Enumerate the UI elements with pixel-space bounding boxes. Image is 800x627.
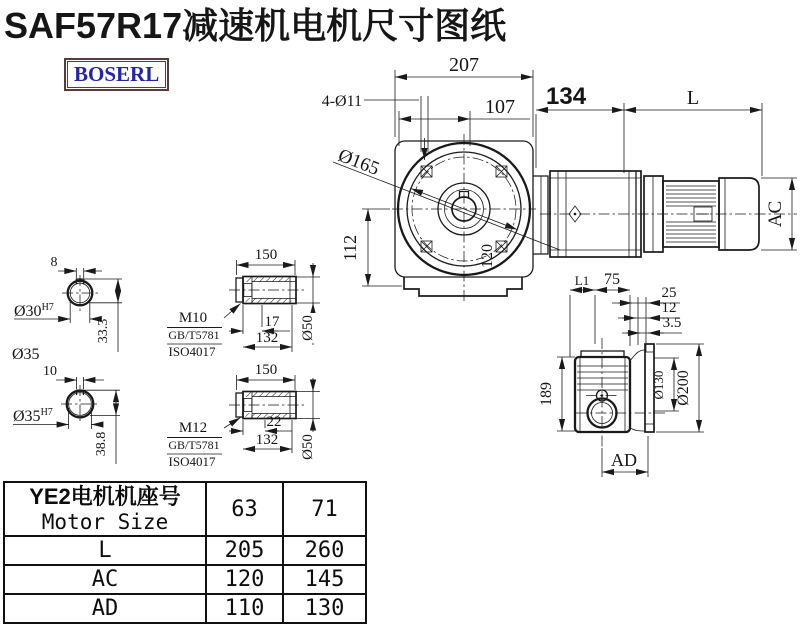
shaft-detail-top (167, 247, 321, 359)
dim-150-label: 150 (254, 247, 278, 263)
dim-key8-label: 8 (50, 255, 58, 270)
dim-22-label: 22 (266, 414, 282, 430)
bolt-hole (421, 241, 432, 252)
shaft-section-bottom (13, 364, 120, 464)
dim-189-label: 189 (538, 382, 555, 406)
dim-key10-label: 10 (43, 364, 57, 379)
row-label-AC: AC (4, 565, 206, 594)
table-header-cn: YE2电机机座号 (29, 484, 181, 509)
dim-17-label: 17 (264, 314, 280, 330)
shaft-section-top (12, 255, 122, 363)
dim-bore-35 (13, 407, 102, 429)
dim-d130-label: Ø130 (651, 370, 666, 400)
dim-d50-bottom (296, 378, 321, 462)
value-AD-63: 110 (206, 594, 283, 623)
housing-fins (577, 366, 628, 390)
od-35-label: Ø35 (12, 346, 40, 363)
dim-120-label: 120 (479, 244, 496, 268)
housing-foot (404, 277, 522, 296)
dim-33-3-label: 33.3 (96, 318, 111, 344)
table-col-63: 63 (206, 482, 283, 536)
value-AC-63: 120 (206, 565, 283, 594)
dim-150-bottom (237, 362, 296, 390)
dim-112 (340, 209, 402, 286)
dim-38-8 (84, 390, 120, 464)
value-L-71: 260 (283, 536, 366, 565)
table-row (4, 594, 366, 623)
row-label-L: L (4, 536, 206, 565)
flange-dia-label: Ø165 (335, 145, 383, 180)
dim-AC (761, 178, 797, 250)
dim-132-label: 132 (255, 330, 279, 346)
dim-L-label: L (686, 87, 700, 109)
std-gbt5781-label: GB/T5781 (168, 328, 220, 342)
motor-size-table (3, 481, 367, 624)
std-gbt5781-label: GB/T5781 (168, 438, 220, 452)
bolt-hole (496, 241, 507, 252)
dim-75 (595, 271, 630, 290)
value-AD-71: 130 (283, 594, 366, 623)
dim-112-label: 112 (340, 234, 360, 262)
dim-25-label: 25 (661, 285, 677, 301)
dim-134-label: 134 (546, 83, 587, 110)
row-label-AD: AD (4, 594, 206, 623)
dim-75-label: 75 (604, 271, 620, 288)
dim-AD (602, 436, 648, 477)
table-row (4, 536, 366, 565)
dim-134 (536, 83, 624, 173)
dim-132-label: 132 (255, 432, 279, 448)
dim-AC-label: AC (765, 200, 786, 228)
dim-107 (399, 96, 530, 146)
dim-150-label: 150 (254, 362, 278, 378)
table-col-71: 71 (283, 482, 366, 536)
dim-189 (538, 357, 575, 431)
dim-AD-label: AD (611, 450, 637, 470)
output-side-view (538, 271, 704, 477)
std-iso4017-label: ISO4017 (168, 454, 216, 469)
page-title: SAF57R17减速机电机尺寸图纸 (4, 5, 507, 46)
brand-logo (64, 58, 169, 91)
bore-30-label: $Ø30^{H7}$ (14, 302, 54, 320)
table-header-en: Motor Size (41, 510, 169, 534)
bolt-m10-label: M10 (178, 310, 208, 326)
dim-bolt-holes (322, 93, 428, 160)
table-row (4, 565, 366, 594)
bolt-hole (496, 166, 507, 177)
dim-key-8 (51, 255, 103, 278)
bolt-spec-m12 (167, 418, 241, 470)
dim-d200-label: Ø200 (675, 370, 692, 406)
dim-3-5-label: 3.5 (662, 315, 682, 331)
dim-d50-label: Ø50 (300, 434, 316, 460)
dim-d50-top (296, 263, 321, 345)
front-view (322, 54, 560, 302)
dim-L1 (570, 273, 595, 290)
dim-150-top (237, 247, 296, 275)
bolt-m12-label: M12 (178, 420, 208, 436)
dim-107-label: 107 (485, 96, 515, 118)
std-iso4017-label: ISO4017 (168, 344, 216, 359)
brand-logo-text: BOSERL (67, 61, 166, 88)
dim-12-label: 12 (661, 300, 677, 316)
bore-35-label: $Ø35^{H7}$ (13, 407, 53, 425)
bolt-holes-label: 4-Ø11 (321, 93, 362, 110)
motor-side-view (533, 83, 797, 257)
dim-key-10 (43, 364, 104, 389)
shaft-detail-bottom (167, 362, 321, 469)
dim-207-label: 207 (449, 54, 479, 76)
bolt-hole (421, 166, 432, 177)
value-L-63: 205 (206, 536, 283, 565)
dim-L1-label: L1 (574, 273, 590, 288)
dim-d50-label: Ø50 (300, 315, 316, 341)
value-AC-71: 145 (283, 565, 366, 594)
dim-L (624, 87, 762, 176)
dim-38-8-label: 38.8 (94, 431, 109, 457)
table-header-cell (4, 482, 206, 536)
